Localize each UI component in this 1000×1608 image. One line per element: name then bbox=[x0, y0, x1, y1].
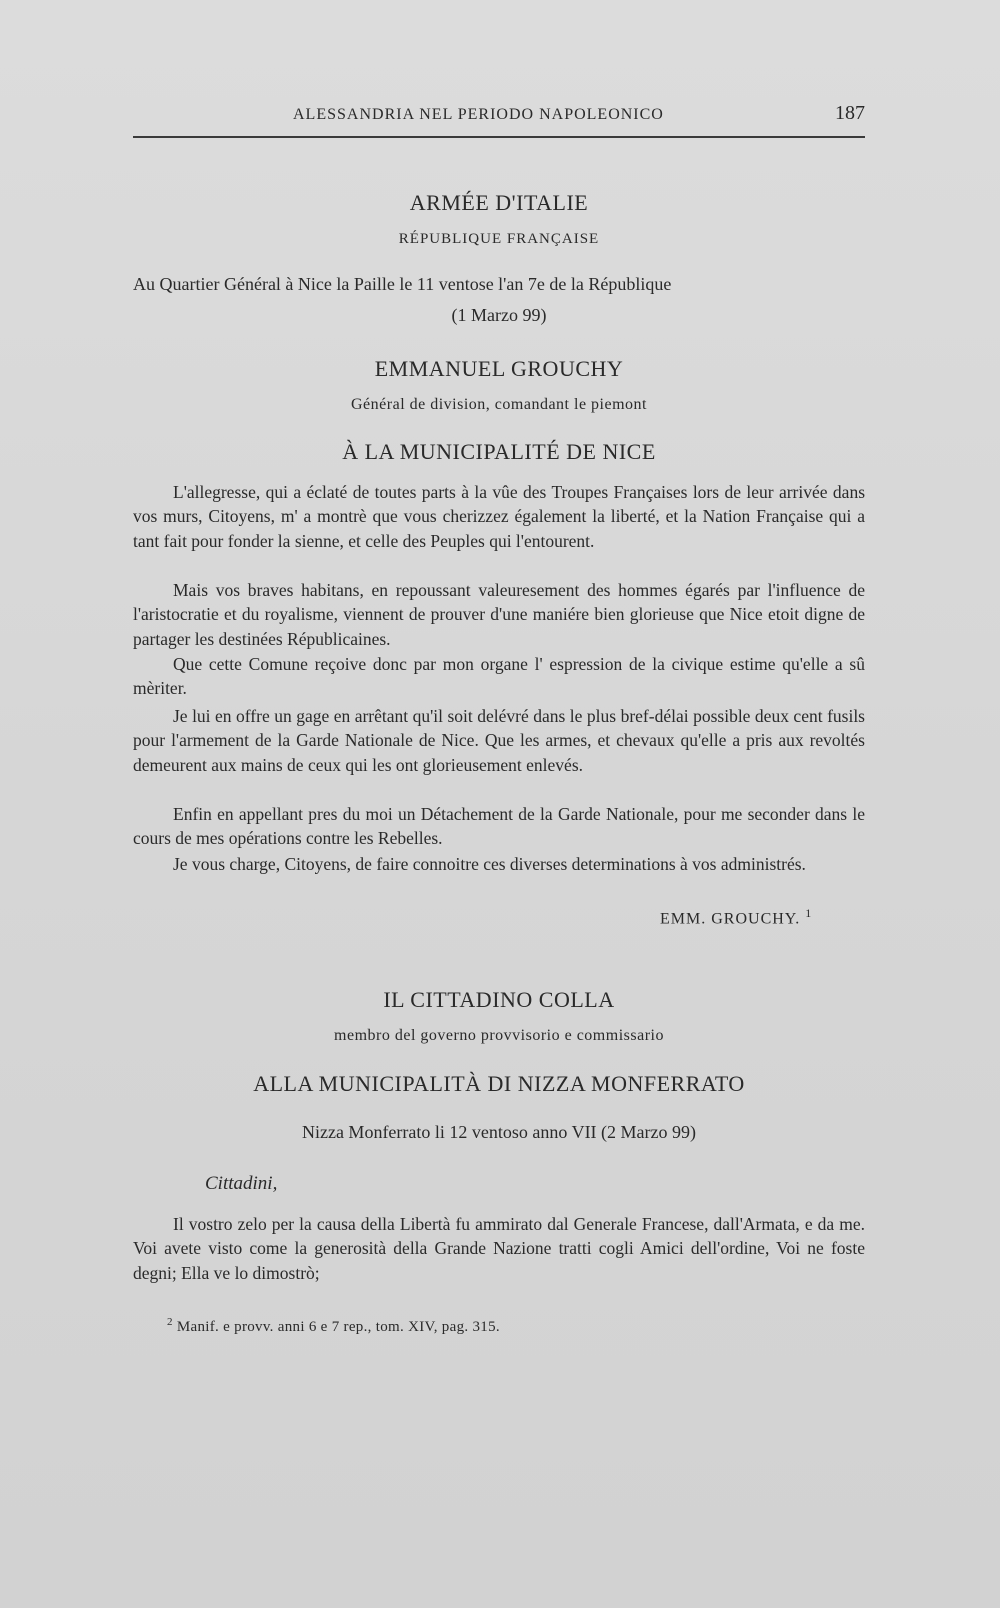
date-note: (1 Marzo 99) bbox=[451, 305, 547, 325]
footnote bbox=[167, 1316, 500, 1336]
footnote-marker: 2 bbox=[167, 1316, 173, 1328]
subheading-republique: RÉPUBLIQUE FRANÇAISE bbox=[398, 231, 600, 247]
paragraph-1: L'allegresse, qui a éclaté de toutes parts à la vûe des Troupes Françaises lors de leur arrivée dans vos murs, Citoyens, m' a montrè que vous cherizzez également la liberté, et la Nation Française qui a tant fait pour fonder la sienne, et celle des Peuples qui l'entourent. bbox=[133, 482, 865, 551]
addressee-nice: À LA MUNICIPALITÉ DE NICE bbox=[342, 439, 656, 464]
signature-grouchy bbox=[660, 906, 812, 928]
paragraph-colla: Il vostro zelo per la causa della Libertà fu ammirato dal Generale Francese, dall'Armata, e da me. Voi avete visto come la generosità della Grande Nazione tratti cogli Amici dell'ordine, Voi ne foste degni; Ella ve lo dimostrò; bbox=[133, 1214, 865, 1283]
page-header bbox=[133, 100, 865, 130]
addressee-nizza: ALLA MUNICIPALITÀ DI NIZZA MONFERRATO bbox=[253, 1071, 745, 1096]
paragraph-2: Mais vos braves habitans, en repoussant valeuresement des hommes égarés par l'influence de l'aristocratie et du royalisme, viennent de prouver d'une maniére bien glorieuse que Nice etoit digne de partager les destinées Républicaines. bbox=[133, 580, 865, 649]
salutation: Cittadini, bbox=[205, 1173, 278, 1194]
heading-armee: ARMÉE D'ITALIE bbox=[409, 190, 589, 215]
signature-text: EMM. GROUCHY. bbox=[660, 910, 801, 928]
paragraph-4: Je lui en offre un gage en arrêtant qu'il soit delévré dans le plus bref-délai possible deux cent fusils pour l'armement de la Garde Nationale de Nice. Que les armes, et chevaux qu'elle a pris aux revoltés demeurent aux mains de ceux qui les ont glorieusement enlevés. bbox=[133, 706, 865, 775]
footnote-ref: 1 bbox=[805, 906, 813, 920]
paragraph-5: Enfin en appellant pres du moi un Détachement de la Garde Nationale, pour me seconder dans le cours de mes opérations contre les Rebelles. bbox=[133, 804, 865, 849]
author-title: Général de division, comandant le piemont bbox=[351, 396, 647, 413]
running-title: ALESSANDRIA NEL PERIODO NAPOLEONICO bbox=[293, 106, 664, 123]
place-date-line: Au Quartier Général à Nice la Paille le 11 ventose l'an 7e de la République bbox=[133, 274, 672, 294]
paragraph-6: Je vous charge, Citoyens, de faire connoitre ces diverses determinations à vos administrés. bbox=[173, 854, 806, 874]
paragraph-3: Que cette Comune reçoive donc par mon organe l' espression de la civique estime qu'elle a sû mèriter. bbox=[133, 654, 865, 699]
subheading-colla: membro del governo provvisorio e commissario bbox=[334, 1027, 664, 1044]
place-date-nizza: Nizza Monferrato li 12 ventoso anno VII (2 Marzo 99) bbox=[301, 1122, 697, 1142]
footnote-text: Manif. e provv. anni 6 e 7 rep., tom. XIV, pag. 315. bbox=[176, 1319, 500, 1335]
heading-colla: IL CITTADINO COLLA bbox=[383, 987, 615, 1012]
page-number: 187 bbox=[835, 102, 865, 124]
header-rule bbox=[133, 136, 865, 138]
author-name: EMMANUEL GROUCHY bbox=[374, 356, 624, 381]
